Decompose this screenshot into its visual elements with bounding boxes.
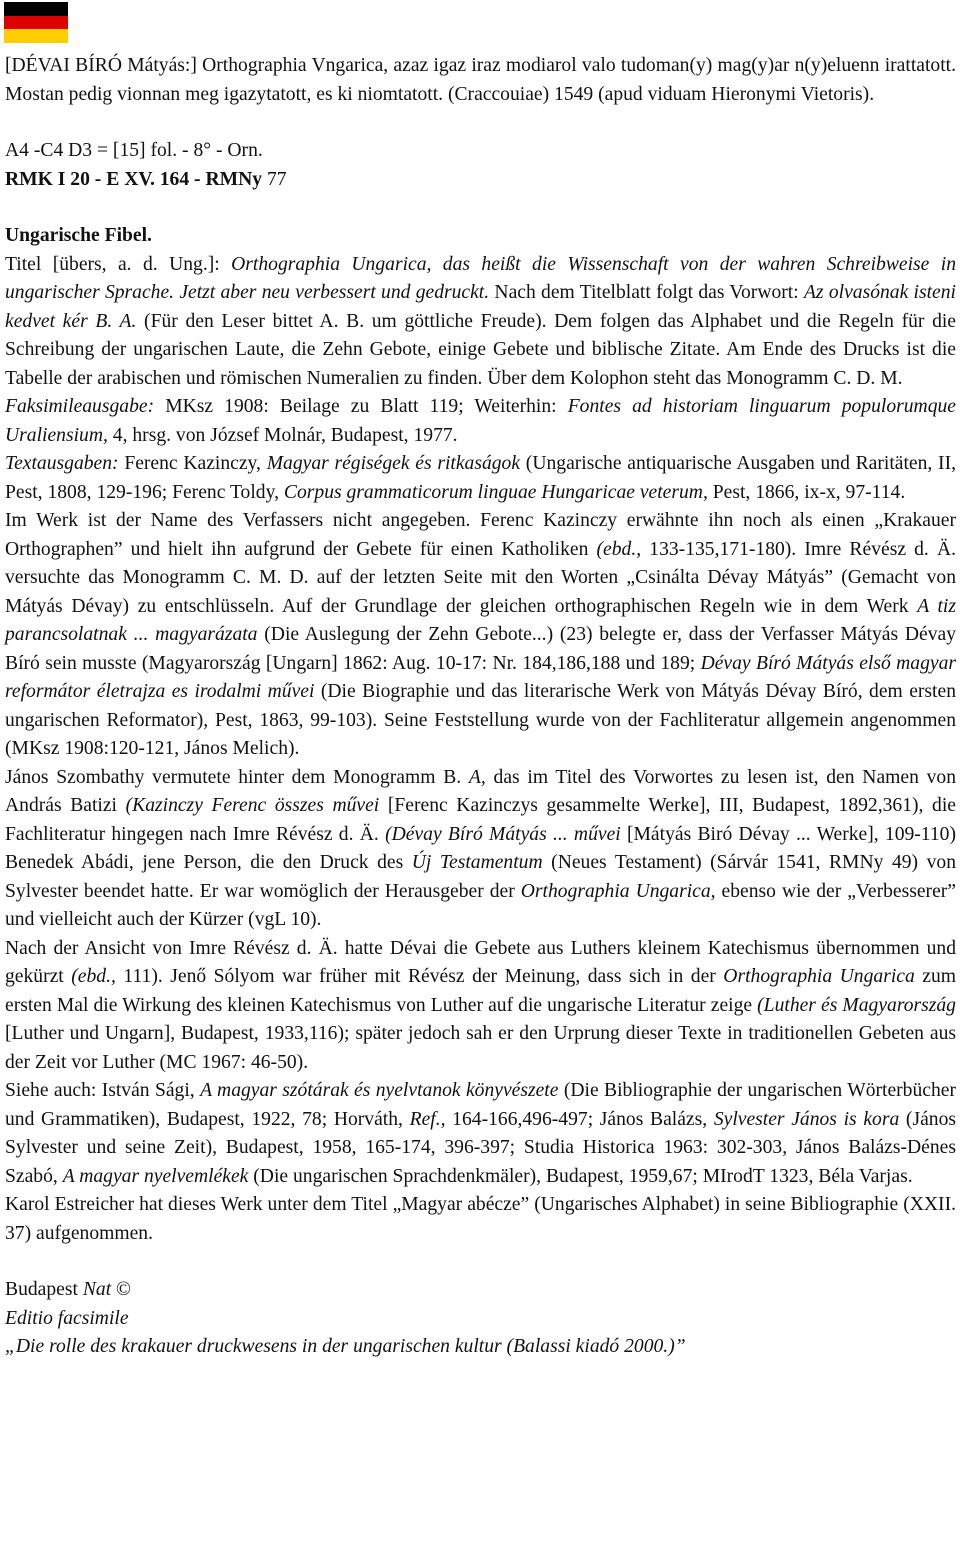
szombathy-italic-1: A, bbox=[468, 766, 486, 788]
szombathy-italic-4: Új Testamentum bbox=[411, 852, 543, 873]
szombathy-5: (Neues Testament) (Sárvár 1541, RMNy 49) von Sylvester beendet hatte. Er war womöglich der Herausgeber der bbox=[5, 852, 957, 902]
luther-3: zum ersten Mal die Wirkung des kleinen Katechismus von Luther auf die ungarische Literatur zeige bbox=[5, 966, 956, 1016]
estreicher-paragraph bbox=[5, 1191, 956, 1248]
szombathy-italic-3: (Dévay Bíró Mátyás ... művei bbox=[385, 823, 621, 845]
luther-paragraph bbox=[5, 935, 956, 1078]
authorship-2: 133-135,171-180). Imre Révész d. Ä. versuchte das Monogramm C. M. D. auf der letzten Seite mit den Worten „Csinálta Dévay Mátyás” (Gemacht von Mátyás Dévay) zu entschlüsseln. Auf der Grundlage der gleichen orthographischen Regeln wie in dem Werk bbox=[5, 538, 956, 617]
luther-2: 111). Jenő Sólyom war früher mit Révész der Meinung, dass sich in der bbox=[115, 966, 724, 987]
luther-italic-1: (ebd., bbox=[71, 966, 116, 987]
entry-title bbox=[5, 52, 956, 109]
see-also-italic-2: Ref., bbox=[409, 1108, 446, 1130]
facsimile-text-2: 4, hrsg. von József Molnár, Budapest, 1977. bbox=[107, 424, 458, 446]
editio-line: Editio facsimile bbox=[5, 1307, 129, 1329]
references-number: 77 bbox=[262, 168, 287, 190]
copyright-symbol: © bbox=[111, 1279, 131, 1300]
authorship-italic-3: Dévay Bíró Mátyás első magyar reformátor életrajza es irodalmi művei bbox=[5, 652, 956, 702]
authorship-italic-2: A tiz parancsolatnak ... magyarázata bbox=[5, 595, 956, 645]
flag-band-gold bbox=[4, 29, 68, 43]
luther-italic-2: Orthographia Ungarica bbox=[723, 966, 915, 987]
title-rest-2: (Für den Leser bittet A. B. um göttliche Freude). Dem folgen das Alphabet und die Regeln für die Schreibung der ungarischen Laute, die Zehn Gebote, einige Gebete und biblische Zitate. Am Ende des Drucks ist die Tabelle der arabischen und römischen Numeralien zu finden. Über dem Kolophon steht das Monogramm C. D. M. bbox=[5, 310, 957, 389]
see-also-paragraph bbox=[5, 1077, 956, 1191]
text-editions-label: Textausgaben: bbox=[5, 453, 119, 474]
see-also-5: (Die ungarischen Sprachdenkmäler), Budapest, 1959,67; MIrodT 1323, Béla Varjas. bbox=[248, 1165, 913, 1187]
facsimile-label: Faksimileausgabe: bbox=[5, 396, 155, 417]
authorship-3: (Die Auslegung der Zehn Gebote...) (23) belegte er, dass der Verfasser Mátyás Dévay Bíró sein musste (Magyarország [Ungarn] 1862: Aug. 10-17: Nr. 184,186,188 und 189; bbox=[5, 624, 956, 674]
luther-1: Nach der Ansicht von Imre Révész d. Ä. hatte Dévai die Gebete aus Luthers kleinem Katechismus übernommen und gekürzt bbox=[5, 937, 956, 987]
german-flag-icon bbox=[4, 2, 68, 43]
facsimile-paragraph bbox=[5, 393, 956, 450]
see-also-1: Siehe auch: István Sági, bbox=[5, 1080, 201, 1101]
authorship-italic-1: (ebd., bbox=[596, 538, 642, 560]
entry-title-text: [DÉVAI BÍRÓ Mátyás:] Orthographia Vngarica, azaz igaz iraz modiarol valo tudoman(y) mag(y)ar n(y)eluenn irattatott. Mostan pedig vionnan meg igazytatott, es ki niomtatott. (Craccouiae) 1549 (apud viduam Hieronymi Vietoris). bbox=[5, 55, 956, 105]
szombathy-italic-2: (Kazinczy Ferenc összes művei bbox=[125, 795, 380, 816]
location-prefix: Budapest bbox=[5, 1279, 83, 1300]
authorship-1: Im Werk ist der Name des Verfassers nicht angegeben. Ferenc Kazinczy erwähnte ihn noch als einen „Krakauer Orthographen” und hielt ihn aufgrund der Gebete für einen Katholiken bbox=[5, 510, 956, 560]
luther-4: [Luther und Ungarn], Budapest, 1933,116); später jedoch sah er den Urprung dieser Texte in traditionellen Gebeten aus der Zeit vor Luther (MC 1967: 46-50). bbox=[5, 1023, 956, 1073]
text-editions-2: (Ungarische antiquarische Ausgaben und Raritäten, II, Pest, 1808, 129-196; Ferenc Toldy, bbox=[5, 453, 956, 503]
facsimile-text-1: MKsz 1908: Beilage zu Blatt 119; Weiterhin: bbox=[154, 396, 568, 417]
text-editions-italic-2: Corpus grammaticorum linguae Hungaricae veterum, bbox=[283, 481, 708, 503]
flag-band-black bbox=[4, 2, 68, 16]
authorship-paragraph bbox=[5, 507, 956, 764]
location-italic: Nat bbox=[82, 1279, 112, 1300]
title-paragraph bbox=[5, 251, 956, 394]
szombathy-2: das im Titel des Vorwortes zu lesen ist, den Namen von András Batizi bbox=[5, 766, 956, 816]
facsimile-italic: Fontes ad historiam linguarum populorumque Uraliensium, bbox=[5, 396, 956, 446]
collation bbox=[5, 137, 956, 166]
see-also-3: 164-166,496-497; János Balázs, bbox=[445, 1108, 714, 1130]
foreword-title: Az olvasónak isteni kedvet kér B. A. bbox=[5, 282, 956, 332]
collation-text: A4 -C4 D3 = [15] fol. - 8° - Orn. bbox=[5, 140, 263, 161]
authorship-4: (Die Biographie und das literarische Werk von Mátyás Dévay Bíró, dem ersten ungarischen Reformator), Pest, 1863, 99-103). Seine Feststellung wurde von der Fachliteratur allgemein angenommen (MKsz 1908:120-121, János Melich). bbox=[5, 681, 956, 759]
szombathy-1: János Szombathy vermutete hinter dem Monogramm B. bbox=[5, 766, 469, 788]
text-editions-italic-1: Magyar régiségek és ritkaságok bbox=[266, 453, 521, 474]
title-translation: Orthographia Ungarica, das heißt die Wissenschaft von der wahren Schreibweise in ungarischer Sprache. Jetzt aber neu verbessert und gedruckt. bbox=[5, 253, 956, 303]
references bbox=[5, 166, 956, 195]
flag-band-red bbox=[4, 16, 68, 30]
see-also-italic-4: A magyar nyelvemlékek bbox=[62, 1165, 249, 1187]
bibliographic-entry bbox=[5, 52, 956, 1362]
text-editions-paragraph bbox=[5, 450, 956, 507]
szombathy-4: [Mátyás Biró Dévay ... Werke], 109-110) Benedek Abádi, jene Person, die den Druck des bbox=[5, 823, 956, 873]
see-also-italic-1: A magyar szótárak és nyelvtanok könyvészete bbox=[200, 1080, 559, 1101]
title-rest-1: Nach dem Titelblatt folgt das Vorwort: bbox=[489, 282, 804, 303]
szombathy-italic-5: Orthographia Ungarica, bbox=[520, 880, 716, 902]
szombathy-6: ebenso wie der „Verbesserer” und vielleicht auch der Kürzer (vgL 10). bbox=[5, 880, 956, 930]
see-also-2: (Die Bibliographie der ungarischen Wörterbücher und Grammatiken), Budapest, 1922, 78; Horváth, bbox=[5, 1080, 956, 1130]
title-prefix: Titel [übers, a. d. Ung.]: bbox=[5, 253, 232, 275]
location-line bbox=[5, 1276, 956, 1305]
section-heading: Ungarische Fibel. bbox=[5, 225, 152, 246]
see-also-4: (János Sylvester und seine Zeit), Budapest, 1958, 165-174, 396-397; Studia Historica 1963: 302-303, János Balázs-Dénes Szabó, bbox=[5, 1108, 957, 1187]
text-editions-1: Ferenc Kazinczy, bbox=[118, 453, 267, 474]
estreicher-text: Karol Estreicher hat dieses Werk unter dem Titel „Magyar abécze” (Ungarisches Alphabet) in seine Bibliographie (XXII. 37) aufgenommen. bbox=[5, 1194, 956, 1244]
quote-line: „Die rolle des krakauer druckwesens in der ungarischen kultur (Balassi kiadó 2000.)” bbox=[5, 1336, 686, 1357]
text-editions-3: Pest, 1866, ix-x, 97-114. bbox=[707, 481, 906, 503]
szombathy-paragraph bbox=[5, 764, 956, 935]
luther-italic-3: (Luther és Magyarország bbox=[757, 994, 956, 1016]
see-also-italic-3: Sylvester János is kora bbox=[713, 1108, 900, 1130]
references-bold: RMK I 20 - E XV. 164 - RMNy bbox=[5, 168, 263, 190]
szombathy-3: [Ferenc Kazinczys gesammelte Werke], III, Budapest, 1892,361), die Fachliteratur hingegen nach Imre Révész d. Ä. bbox=[5, 795, 956, 845]
